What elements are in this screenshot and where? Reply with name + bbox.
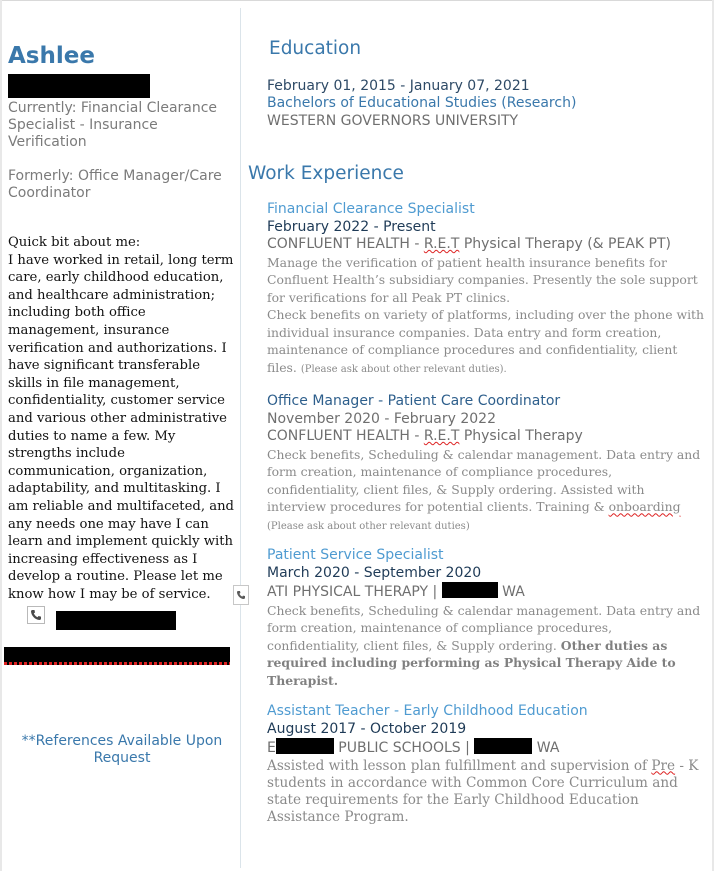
redacted-phone	[56, 611, 176, 630]
former-role: Formerly: Office Manager/Care Coordinator	[8, 168, 222, 201]
job-description: Manage the verification of patient health insurance benefits for Confluent Health’s subsidiary companies. Presently the sole support for verifications for all Peak PT clinics. Check benefits on variety of platforms, including over the phone with individual insurance companies. Data entry and form creation, maintenance of compliance procedures and confidentiality, client files. (Please ask about other relevant duties).	[267, 254, 705, 376]
job-dates: February 2022 - Present	[267, 218, 436, 235]
column-divider	[240, 8, 241, 868]
redacted-surname	[8, 74, 150, 98]
job-title: Assistant Teacher - Early Childhood Education	[267, 703, 588, 719]
job-employer: E PUBLIC SCHOOLS | WA	[267, 740, 560, 756]
about-section	[8, 234, 236, 603]
job-dates: March 2020 - September 2020	[267, 564, 482, 581]
about-heading: Quick bit about me:	[8, 235, 141, 250]
job-dates: August 2017 - October 2019	[267, 720, 467, 737]
education-degree: Bachelors of Educational Studies (Research)	[267, 95, 577, 111]
job-employer: ATI PHYSICAL THERAPY | WA	[267, 584, 525, 600]
spellcheck-underline	[4, 662, 230, 665]
job-description: Assisted with lesson plan fulfillment and supervision of Pre - K students in accordance with Common Core Curriculum and state requirements for the Early Childhood Education Assistance Program.	[267, 757, 699, 826]
job-description: Check benefits, Scheduling & calendar management. Data entry and form creation, maintenance of compliance procedures, confidentiality, client files, & Supply ordering. Other duties as required including performing as Physical Therapy Aide to Therapist.	[267, 602, 701, 688]
education-heading: Education	[269, 38, 362, 59]
job-entry	[267, 393, 707, 535]
job-entry	[267, 547, 707, 689]
references-note: **References Available Upon Request	[21, 733, 223, 766]
current-role: Currently: Financial Clearance Specialist - Insurance Verification	[8, 100, 218, 150]
job-entry	[267, 201, 707, 379]
anchor-icon	[233, 585, 249, 605]
job-description: Check benefits, Scheduling & calendar management. Data entry and form creation, maintenance of compliance procedures, confidentiality, client files, & Supply ordering. Assisted with interview procedures for potential clients. Training & onboarding (Please ask about other relevant duties)	[267, 446, 701, 532]
page-left-edge	[0, 0, 2, 871]
candidate-name: Ashlee	[8, 43, 95, 69]
phone-icon	[27, 606, 45, 624]
job-employer: CONFLUENT HEALTH - R.E.T Physical Therapy	[267, 428, 583, 444]
work-heading: Work Experience	[248, 163, 404, 184]
about-text: I have worked in retail, long term care, early childhood education, and healthcare administration; including both office management, insurance verification and authorizations. I have significant transferable skills in file management, confidentiality, customer service and various other administrative duties to name a few. My strengths include communication, organization, adaptability, and multitasking. I am reliable and multifaceted, and any needs one may have I can learn and implement quickly with increasing effectiveness as I develop a routine. Please let me know how I may be of service.	[8, 252, 235, 602]
education-dates: February 01, 2015 - January 07, 2021	[267, 78, 530, 94]
redacted-city	[474, 738, 532, 754]
job-title: Patient Service Specialist	[267, 547, 444, 563]
job-dates: November 2020 - February 2022	[267, 410, 496, 427]
page-top-border	[0, 0, 714, 1]
job-title: Office Manager - Patient Care Coordinator	[267, 393, 561, 409]
redacted-city	[442, 582, 498, 598]
job-employer: CONFLUENT HEALTH - R.E.T Physical Therapy (& PEAK PT)	[267, 236, 672, 252]
education-school: WESTERN GOVERNORS UNIVERSITY	[267, 113, 519, 129]
job-entry	[267, 703, 707, 826]
job-title: Financial Clearance Specialist	[267, 201, 475, 217]
redacted-district	[276, 738, 334, 754]
